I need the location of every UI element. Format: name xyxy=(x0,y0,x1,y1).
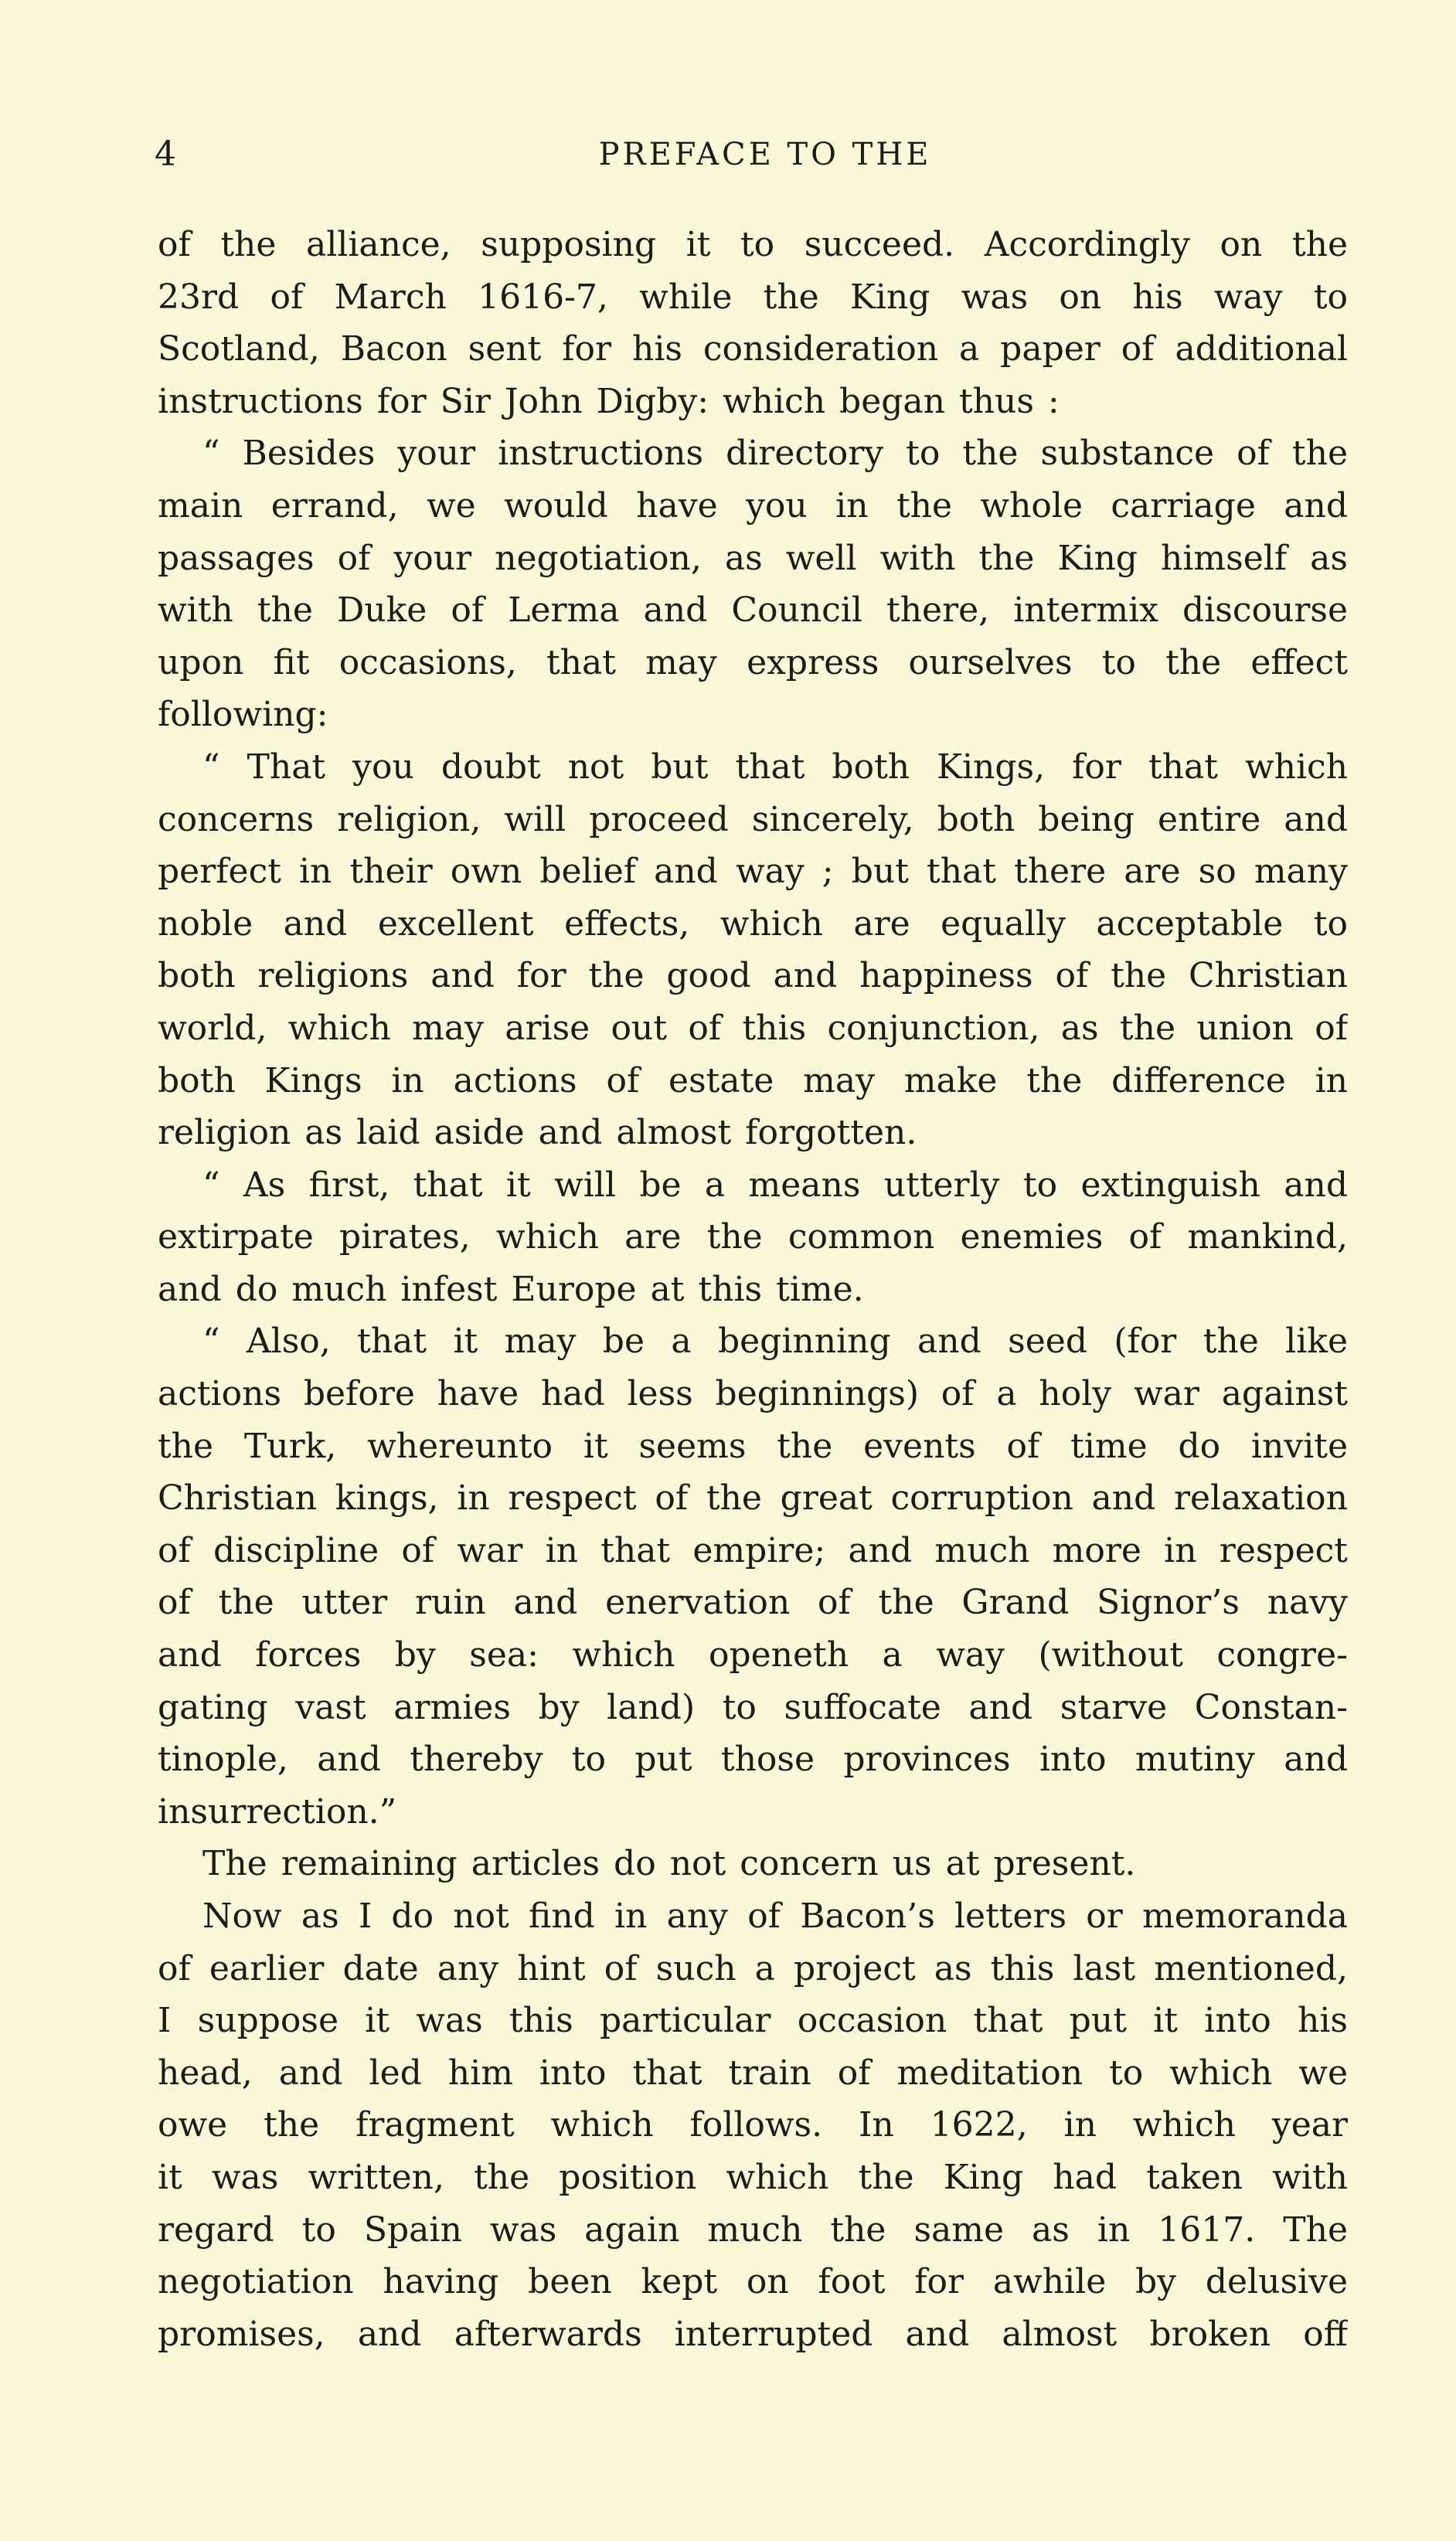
text-line: Now as I do not find in any of Bacon’s letters or memoranda xyxy=(202,1896,1348,1936)
text-line: both religions and for the good and happiness of the Christian xyxy=(158,956,1348,996)
text-line: of discipline of war in that empire; and much more in respect xyxy=(158,1530,1348,1570)
text-line: passages of your negotiation, as well with the King himself as xyxy=(158,538,1348,578)
text-line: Scotland, Bacon sent for his consideration a paper of additional xyxy=(158,329,1348,369)
text-line: and do much infest Europe at this time. xyxy=(158,1269,864,1309)
text-line: Christian kings, in respect of the great corruption and relaxation xyxy=(158,1478,1348,1519)
text-line: concerns religion, will proceed sincerely, both being entire and xyxy=(158,799,1348,839)
text-line: The remaining articles do not concern us at present. xyxy=(202,1844,1136,1884)
text-line: with the Duke of Lerma and Council there, intermix discourse xyxy=(158,590,1348,631)
text-line: “ As first, that it will be a means utterly to extinguish and xyxy=(202,1165,1348,1205)
text-line: promises, and afterwards interrupted and almost broken off xyxy=(158,2314,1348,2354)
text-line: “ Besides your instructions directory to the substance of the xyxy=(202,434,1348,474)
text-line: following: xyxy=(158,695,328,735)
text-line: 23rd of March 1616-7, while the King was on his way to xyxy=(158,277,1348,317)
running-title: PREFACE TO THE xyxy=(598,137,932,172)
text-line: the Turk, whereunto it seems the events of time do invite xyxy=(158,1426,1348,1466)
text-line: both Kings in actions of estate may make the difference in xyxy=(158,1060,1348,1100)
text-line: extirpate pirates, which are the common enemies of mankind, xyxy=(158,1217,1348,1257)
text-line: noble and excellent effects, which are equally acceptable to xyxy=(158,903,1348,944)
text-line: perfect in their own belief and way ; but that there are so many xyxy=(158,852,1348,892)
text-line: regard to Spain was again much the same as in 1617. The xyxy=(158,2209,1348,2250)
page-number: 4 xyxy=(155,134,177,174)
text-line: negotiation having been kept on foot for awhile by delusive xyxy=(158,2262,1348,2302)
text-line: insurrection.” xyxy=(158,1791,397,1832)
text-line: of the utter ruin and enervation of the Grand Signor’s navy xyxy=(158,1583,1348,1623)
text-line: it was written, the position which the King had taken with xyxy=(158,2157,1348,2197)
text-line: religion as laid aside and almost forgotten. xyxy=(158,1113,917,1153)
text-line: owe the fragment which follows. In 1622, in which year xyxy=(158,2105,1348,2145)
text-line: of the alliance, supposing it to succeed. Accordingly on the xyxy=(158,225,1348,264)
body-text xyxy=(158,219,1348,2360)
text-line: instructions for Sir John Digby: which began thus : xyxy=(158,381,1060,421)
text-line: main errand, we would have you in the whole carriage and xyxy=(158,485,1348,526)
text-line: world, which may arise out of this conjunction, as the union of xyxy=(158,1008,1348,1048)
text-line: gating vast armies by land) to suffocate and starve Constan- xyxy=(158,1687,1348,1727)
text-line: tinople, and thereby to put those provinces into mutiny and xyxy=(158,1740,1348,1780)
text-line: actions before have had less beginnings) of a holy war against xyxy=(158,1374,1348,1414)
text-line: of earlier date any hint of such a project as this last mentioned, xyxy=(158,1948,1348,1988)
text-line: head, and led him into that train of meditation to which we xyxy=(158,2053,1348,2093)
text-line: “ That you doubt not but that both Kings, for that which xyxy=(202,747,1348,787)
running-head xyxy=(155,131,1345,178)
text-line: upon fit occasions, that may express ourselves to the effect xyxy=(158,642,1348,682)
text-line: I suppose it was this particular occasion that put it into his xyxy=(158,2001,1348,2041)
text-line: “ Also, that it may be a beginning and seed (for the like xyxy=(202,1322,1348,1362)
text-line: and forces by sea: which openeth a way (without congre- xyxy=(158,1635,1348,1675)
